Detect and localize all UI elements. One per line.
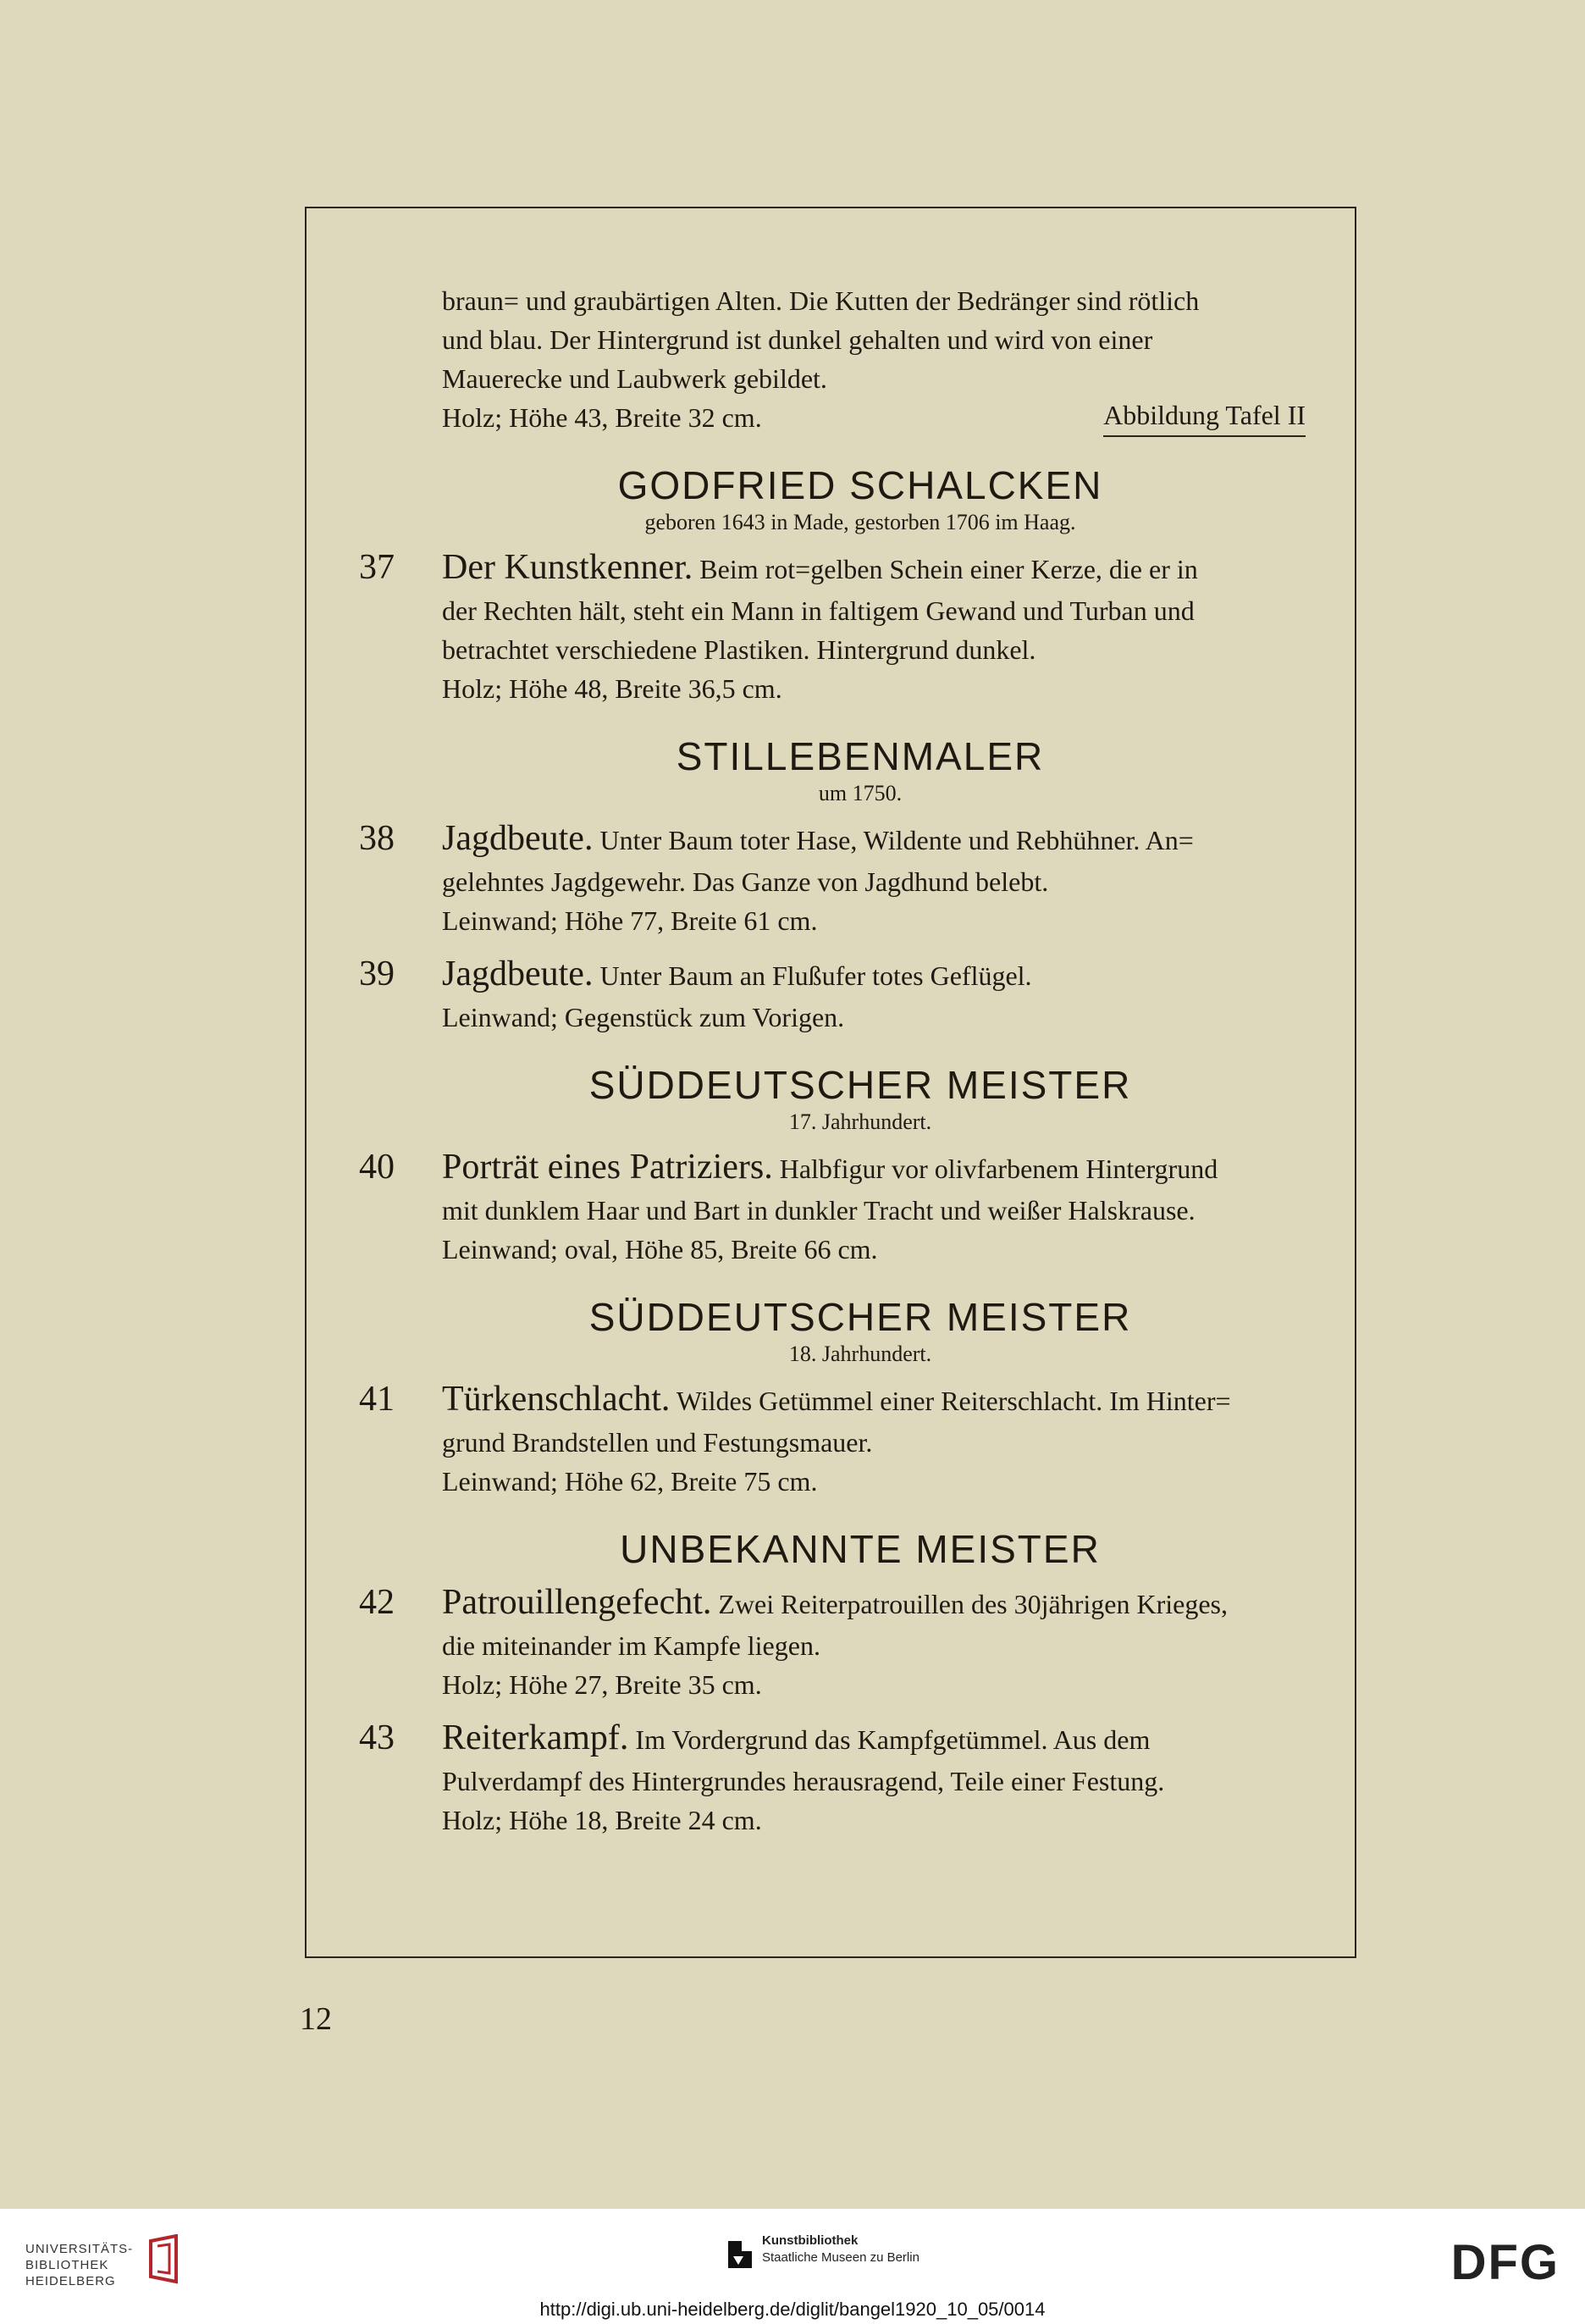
entry-title: Jagdbeute.: [442, 819, 594, 858]
dfg-logo: DFG: [1450, 2235, 1560, 2290]
intro-line: Mauerecke und Laubwerk gebildet.: [442, 363, 827, 394]
digitization-footer: [0, 2209, 1585, 2324]
catalog-entry: [359, 1377, 1306, 1501]
entry-first-line: [442, 1580, 1306, 1626]
entry-first-line: [442, 816, 1306, 862]
entry-description: Unter Baum an Flußufer totes Geflügel.: [593, 960, 1032, 991]
entry-line: mit dunklem Haar und Bart in dunkler Tracht und weißer Halskrause.: [442, 1195, 1196, 1226]
section-heading: SÜDDEUTSCHER MEISTER: [588, 1295, 1132, 1339]
intro-dims: Holz; Höhe 43, Breite 32 cm.: [442, 402, 762, 433]
catalog-entry: [359, 816, 1306, 940]
kunstbibliothek-logo-icon: [725, 2234, 755, 2271]
catalog-entry: [359, 545, 1306, 708]
entry-number: 41: [359, 1380, 395, 1419]
entry-description: Zwei Reiterpatrouillen des 30jährigen Krieges,: [711, 1589, 1228, 1619]
ub-heidelberg-label: UNIVERSITÄTS- BIBLIOTHEK HEIDELBERG: [25, 2242, 134, 2288]
entry-line: die miteinander im Kampfe liegen.: [442, 1630, 820, 1661]
section-heading: SÜDDEUTSCHER MEISTER: [588, 1063, 1132, 1107]
section-heading: STILLEBENMALER: [676, 734, 1045, 778]
section-subheading: 18. Jahrhundert.: [788, 1342, 932, 1366]
entry-description: Unter Baum toter Hase, Wildente und Rebhühner. An=: [593, 825, 1194, 855]
intro-line: braun= und graubärtigen Alten. Die Kutten der Bedränger sind rötlich: [442, 285, 1200, 316]
entry-first-line: [442, 952, 1306, 998]
entry-line: gelehntes Jagdgewehr. Das Ganze von Jagdhund belebt.: [442, 866, 1049, 897]
entry-first-line: [442, 1377, 1306, 1423]
intro-dims-row: [442, 398, 1306, 437]
kunstbibliothek-label: Kunstbibliothek Staatliche Museen zu Berlin: [762, 2233, 920, 2265]
catalog-content: [359, 281, 1306, 1851]
entry-line: Leinwand; Höhe 62, Breite 75 cm.: [442, 1466, 818, 1497]
plate-reference: Abbildung Tafel II: [1103, 398, 1306, 437]
entry-first-line: [442, 1145, 1306, 1191]
section-subheading: um 1750.: [818, 781, 903, 805]
section-subheading: 17. Jahrhundert.: [788, 1109, 932, 1134]
entry-description: Im Vordergrund das Kampfgetümmel. Aus dem: [628, 1724, 1151, 1755]
entry-number: 43: [359, 1718, 395, 1757]
entry-number: 39: [359, 955, 395, 993]
entry-line: Holz; Höhe 48, Breite 36,5 cm.: [442, 673, 782, 704]
entry-line: grund Brandstellen und Festungsmauer.: [442, 1427, 873, 1458]
section-heading: UNBEKANNTE MEISTER: [620, 1527, 1101, 1571]
entry-description: Wildes Getümmel einer Reiterschlacht. Im Hinter=: [670, 1386, 1231, 1416]
entry-line: betrachtet verschiedene Plastiken. Hintergrund dunkel.: [442, 634, 1036, 665]
entry-title: Reiterkampf.: [442, 1718, 629, 1757]
sections: [359, 462, 1306, 1840]
catalog-entry: [359, 1145, 1306, 1269]
entry-number: 40: [359, 1148, 395, 1187]
catalog-entry: [359, 1580, 1306, 1704]
entry-line: Pulverdampf des Hintergrundes herausragend, Teile einer Festung.: [442, 1766, 1165, 1796]
catalog-entry: [359, 1716, 1306, 1840]
entry-title: Der Kunstkenner.: [442, 548, 693, 587]
section-heading: GODFRIED SCHALCKEN: [617, 463, 1103, 507]
entry-line: Holz; Höhe 27, Breite 35 cm.: [442, 1669, 762, 1700]
entry-title: Patrouillengefecht.: [442, 1583, 712, 1622]
entry-line: Leinwand; oval, Höhe 85, Breite 66 cm.: [442, 1234, 878, 1264]
catalog-entry: [359, 952, 1306, 1037]
entry-title: Porträt eines Patriziers.: [442, 1148, 773, 1187]
entry-number: 42: [359, 1583, 395, 1622]
entry-number: 38: [359, 819, 395, 858]
entry-first-line: [442, 1716, 1306, 1762]
entry-number: 37: [359, 548, 395, 587]
page-number: 12: [300, 2001, 332, 2037]
entry-line: Leinwand; Gegenstück zum Vorigen.: [442, 1002, 845, 1032]
intro-line: und blau. Der Hintergrund ist dunkel gehalten und wird von einer: [442, 324, 1153, 355]
entry-line: Leinwand; Höhe 77, Breite 61 cm.: [442, 905, 818, 936]
entry-description: Halbfigur vor olivfarbenem Hintergrund: [772, 1154, 1218, 1184]
entry-description: Beim rot=gelben Schein einer Kerze, die er in: [693, 554, 1198, 584]
entry-first-line: [442, 545, 1306, 591]
section-subheading: geboren 1643 in Made, gestorben 1706 im Haag.: [644, 510, 1076, 534]
entry-title: Jagdbeute.: [442, 955, 594, 993]
intro-block: [442, 281, 1306, 437]
entry-line: Holz; Höhe 18, Breite 24 cm.: [442, 1805, 762, 1835]
entry-line: der Rechten hält, steht ein Mann in faltigem Gewand und Turban und: [442, 595, 1195, 626]
source-url[interactable]: http://digi.ub.uni-heidelberg.de/diglit/bangel1920_10_05/0014: [539, 2299, 1046, 2320]
ub-heidelberg-logo-icon: [142, 2234, 186, 2285]
entry-title: Türkenschlacht.: [442, 1380, 671, 1419]
